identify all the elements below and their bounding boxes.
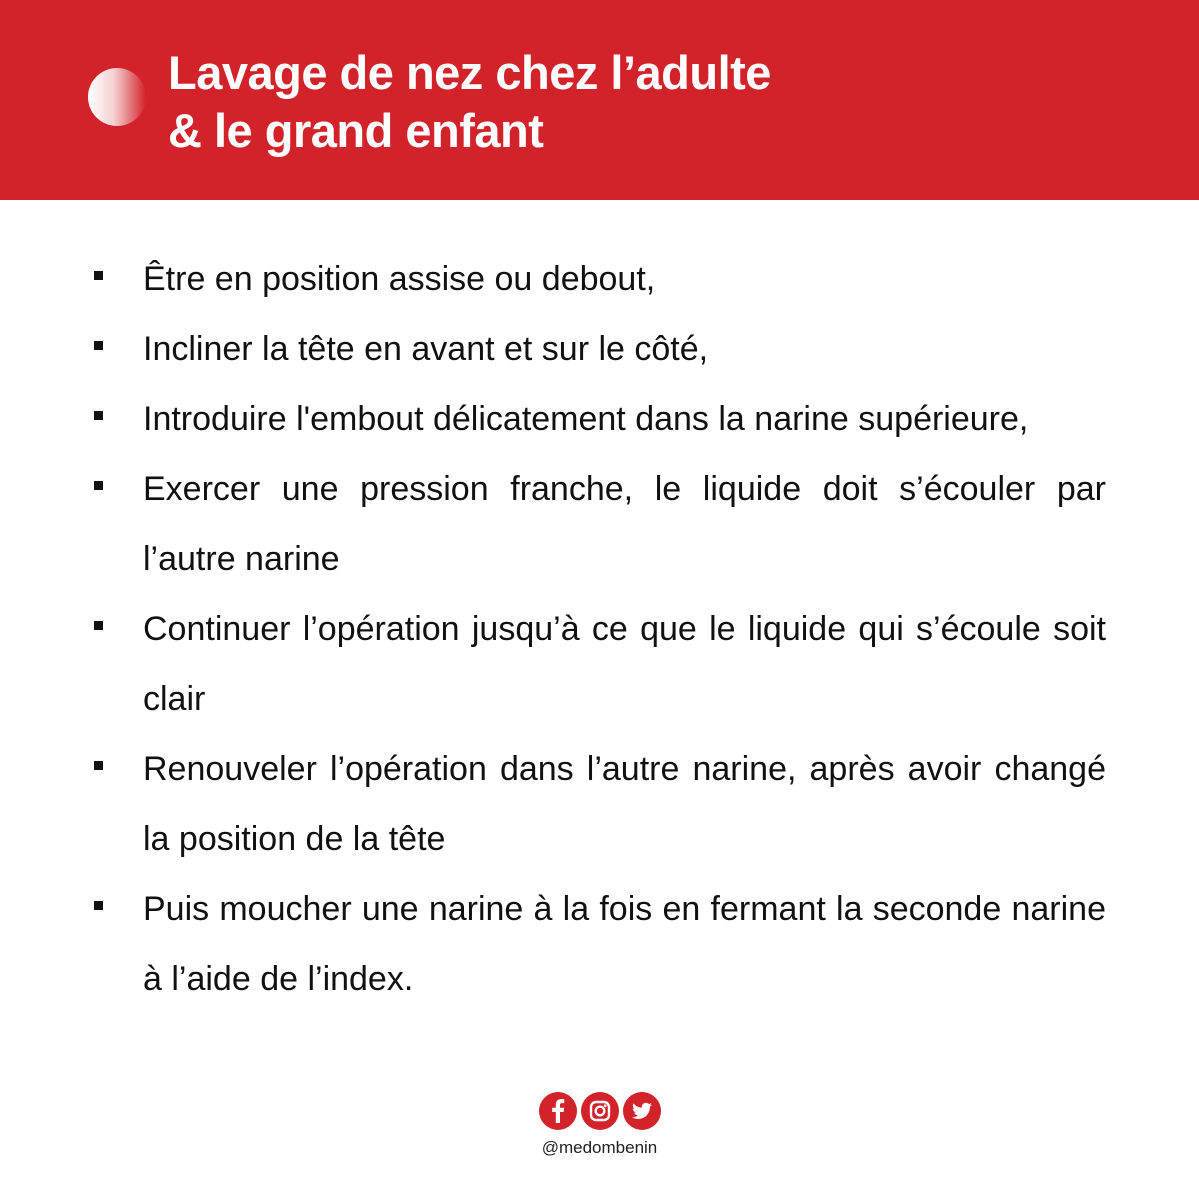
twitter-icon[interactable] bbox=[623, 1092, 661, 1130]
decorative-circle bbox=[88, 68, 146, 126]
facebook-icon[interactable] bbox=[539, 1092, 577, 1130]
bullet-icon bbox=[94, 411, 103, 420]
step-text: Exercer une pression franche, le liquide doit s’écouler par l’autre narine bbox=[143, 470, 1106, 578]
list-item bbox=[0, 384, 1106, 454]
bullet-icon bbox=[94, 621, 103, 630]
step-text: Continuer l’opération jusqu’à ce que le liquide qui s’écoule soit clair bbox=[143, 610, 1106, 718]
title-line-2: & le grand enfant bbox=[168, 104, 544, 157]
step-text: Être en position assise ou debout, bbox=[143, 260, 656, 298]
bullet-icon bbox=[94, 761, 103, 770]
title-line-1: Lavage de nez chez l’adulte bbox=[168, 46, 771, 99]
bullet-icon bbox=[94, 341, 103, 350]
list-item bbox=[0, 244, 1106, 314]
list-item bbox=[0, 874, 1106, 1014]
step-text: Incliner la tête en avant et sur le côté, bbox=[143, 330, 709, 368]
step-text: Introduire l'embout délicatement dans la narine supérieure, bbox=[143, 400, 1029, 438]
social-icons bbox=[0, 1092, 1199, 1130]
bullet-icon bbox=[94, 481, 103, 490]
bullet-icon bbox=[94, 901, 103, 910]
bullet-icon bbox=[94, 271, 103, 280]
steps-list bbox=[0, 244, 1199, 1014]
list-item bbox=[0, 734, 1106, 874]
step-text: Renouveler l’opération dans l’autre narine, après avoir changé la position de la tête bbox=[143, 750, 1106, 858]
page-title bbox=[168, 44, 771, 160]
list-item bbox=[0, 314, 1106, 384]
list-item bbox=[0, 454, 1106, 594]
instagram-icon[interactable] bbox=[581, 1092, 619, 1130]
step-text: Puis moucher une narine à la fois en fermant la seconde narine à l’aide de l’index. bbox=[143, 890, 1106, 998]
header-banner bbox=[0, 0, 1199, 200]
social-handle: @medombenin bbox=[541, 1138, 658, 1157]
list-item bbox=[0, 594, 1106, 734]
